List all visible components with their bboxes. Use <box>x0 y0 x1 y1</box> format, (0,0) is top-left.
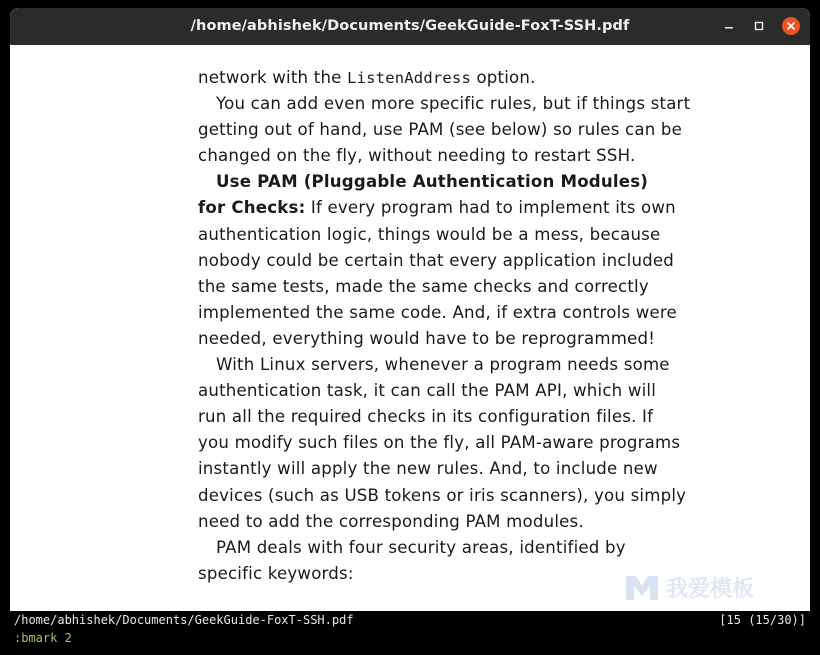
command-text: :bmark 2 <box>14 631 72 645</box>
close-button[interactable] <box>782 17 800 35</box>
minimize-button[interactable] <box>720 17 738 35</box>
watermark <box>624 569 774 605</box>
status-file-path: /home/abhishek/Documents/GeekGuide-FoxT-SSH.pdf <box>14 613 354 627</box>
watermark-logo-icon <box>624 572 660 602</box>
heading-span: for Checks: <box>198 198 306 218</box>
text-span: network with the <box>198 68 348 87</box>
title-bar[interactable] <box>10 8 810 45</box>
text-line: devices (such as USB tokens or iris scanners), you simply <box>198 485 687 505</box>
text-line: run all the required checks in its configuration files. If <box>198 407 654 427</box>
text-line: instantly will apply the new rules. And, to include new <box>198 459 658 479</box>
text-line: With Linux servers, whenever a program needs some <box>216 355 670 375</box>
text-line: You can add even more specific rules, but if things start <box>216 94 691 114</box>
pdf-viewer-window <box>10 8 810 650</box>
text-line: changed on the fly, without needing to restart SSH. <box>198 146 636 166</box>
minimize-icon <box>724 21 734 31</box>
status-bar <box>10 611 810 629</box>
text-line: you modify such files on the fly, all PAM-aware programs <box>198 433 681 453</box>
text-line: nobody could be certain that every application included <box>198 250 675 270</box>
document-view[interactable] <box>10 45 810 611</box>
text-line <box>198 195 698 221</box>
text-line <box>198 65 698 91</box>
status-page-position: [15 (15/30)] <box>719 613 806 627</box>
section-heading: Use PAM (Pluggable Authentication Modules) <box>216 172 649 192</box>
close-icon <box>786 21 796 31</box>
maximize-icon <box>754 21 764 31</box>
page-text <box>198 65 698 587</box>
command-line[interactable] <box>10 629 810 650</box>
text-span: option. <box>470 68 536 87</box>
text-line: PAM deals with four security areas, identified by <box>216 537 626 557</box>
text-line: need to add the corresponding PAM modules. <box>198 511 584 531</box>
text-line: authentication task, it can call the PAM API, which will <box>198 381 657 401</box>
text-line: needed, everything would have to be reprogrammed! <box>198 328 656 348</box>
code-span: ListenAddress <box>347 69 471 87</box>
text-line: getting out of hand, use PAM (see below) so rules can be <box>198 120 683 140</box>
watermark-text: 我爱模板 <box>666 576 755 602</box>
text-line: the same tests, made the same checks and correctly <box>198 276 649 296</box>
maximize-button[interactable] <box>750 17 768 35</box>
window-title: /home/abhishek/Documents/GeekGuide-FoxT-SSH.pdf <box>190 18 630 34</box>
text-line: implemented the same code. And, if extra controls were <box>198 302 677 322</box>
text-line: authentication logic, things would be a mess, because <box>198 224 661 244</box>
text-span: If every program had to implement its own <box>305 198 676 218</box>
text-line: specific keywords: <box>198 563 354 583</box>
